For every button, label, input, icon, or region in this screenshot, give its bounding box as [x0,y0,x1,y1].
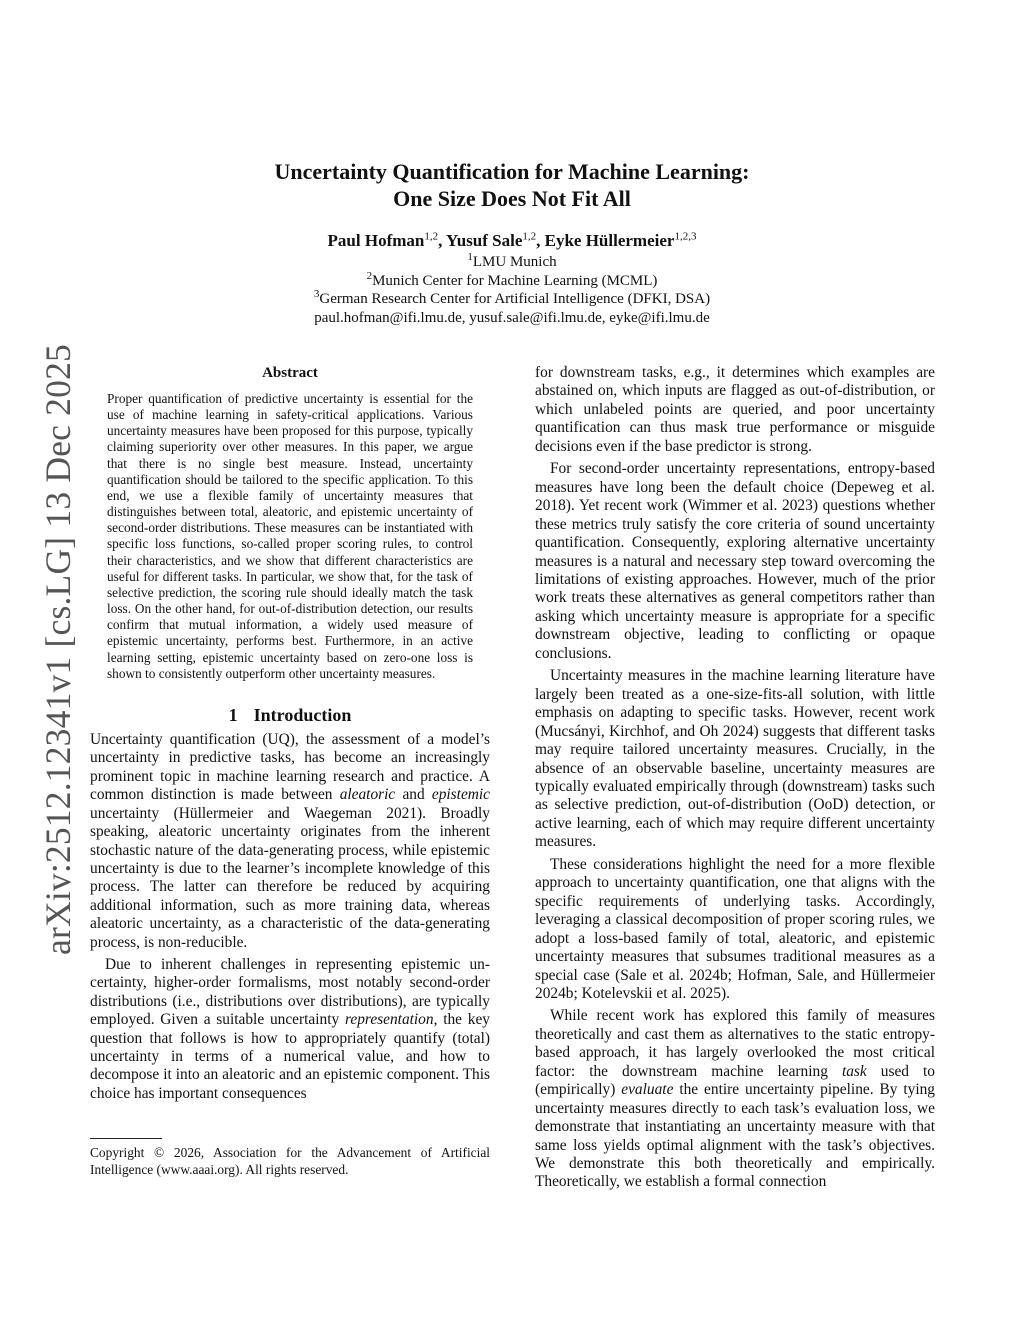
author-name: Yusuf Sale [445,231,523,250]
intro-paragraph-2 [90,956,490,1104]
left-column [90,364,490,1103]
author-list [0,230,1024,252]
emphasis-epistemic: epistemic [431,786,490,804]
text-run: used to (empirically) [535,1062,935,1099]
affiliation-line [0,253,1024,272]
emphasis-representation: representation [344,1011,434,1029]
affiliation-name: Munich Center for Machine Learning (MCML) [372,272,658,289]
arxiv-identifier: arXiv:2512.12341v1 [cs.LG] 13 Dec 2025 [38,344,78,955]
intro-paragraph-4: Uncertainty measures in the machine learning literature have largely been treated as a one-size-fits-all solution, with little emphasis on adapting to specific tasks. However, recent work (Mucsányi, Kirchhof, and Oh 2024) suggests that different tasks may require tailored uncertainty measures. Crucially, in the absence of an observable baseline, uncertainty measures are typically evaluated empirically through (downstream) tasks such as selective prediction, out-of-distribution (OoD) detection, or active learning, each of which may require different uncertainty measures. [535,667,935,851]
text-run: Uncertainty quantification (UQ), the assessment of a model’s uncertainty in predictive tasks, has become an increasingly prominent topic in machine learning research and practice. A common distinction is made between [90,730,490,804]
affiliation-marker: 1 [467,251,473,263]
affiliation-list [0,253,1024,327]
affiliation-marker: 2 [366,269,373,282]
footnote-rule [90,1138,162,1139]
paper-title-line-1: Uncertainty Quantification for Machine Learning: [274,159,750,184]
abstract-heading: Abstract [262,365,318,381]
text-run: uncertainty (Hüllermeier and Waegeman 2021). Broadly speaking, aleatoric uncertainty originates from the inherent stochastic nature of the data-generating process, while epistemic uncertainty is due to the learner’s incomplete knowledge of this process. The latter can therefore be reduced by acquiring additional information, such as more training data, whereas aleatoric uncertainty, as a characteristic of the data-generating process, is non-reducible. [90,804,490,951]
affiliation-line [0,269,1024,291]
section-number: 1 [228,704,238,725]
author-affiliation-marker: 1,2 [424,230,439,243]
abstract-text: Proper quantification of predictive uncertainty is essential for the use of machine learning in safety-critical applications. Various uncertainty measures have been proposed for this purpose, typically claiming superiority over other measures. In this paper, we argue that there is no single best measure. Instead, uncertainty quantification should be tailored to the specific application. To this end, we use a flexible family of uncertainty measures that distinguishes between total, aleatoric, and epistemic uncertainty of second-order distributions. These measures can be instantiated with specific loss functions, so-called proper scoring rules, to control their characteristics, and we show that different characteristics are useful for different tasks. In particular, we show that, for the task of selective prediction, the scoring rule should ideally match the task loss. On the other hand, for out-of-distribution detection, our results confirm that mutual information, a widely used measure of epistemic uncertainty, performs best. Furthermore, in an active learning setting, epistemic uncertainty based on zero-one loss is shown to consistently outperform other uncertainty measures. [107,391,473,681]
copyright-text: Copyright © 2026, Association for the Advancement of Artificial Intelligence (www.aaai.org). All rights reserved. [90,1145,490,1177]
emphasis-aleatoric: aleatoric [339,786,396,804]
affiliation-name: German Research Center for Artificial Intelligence (DFKI, DSA) [319,291,711,307]
copyright-footnote [90,1138,490,1178]
text-run: the entire uncertainty pipeline. By tying uncertainty measures directly to each task’s evaluation loss, we demonstrate that instantiating an uncertainty measure with that same loss yields optimal alignment with the task’s objectives. We demonstrate this both theoretically and empirically. Theoretically, we establish a formal connection [535,1081,935,1191]
affiliation-name: LMU Munich [472,254,557,270]
emphasis-evaluate: evaluate [621,1081,674,1099]
author-name: Eyke Hüllermeier [544,231,675,250]
author-affiliation-marker: 1,2,3 [674,230,697,243]
text-run: Due to inherent challenges in representing epistemic uncertainty, higher-order formalisms, most notably second-order distributions (i.e., distributions over distributions), are typically employed. Given a suitable uncertainty [90,955,490,1029]
right-column [535,364,935,1192]
text-run: , the key question that follows is how to appropriately quantify (total) uncertainty in terms of a numerical value, and how to decompose it into an aleatoric and an epistemic component. This choice has important consequences [90,1011,490,1102]
emphasis-task: task [841,1062,867,1080]
author-emails: paul.hofman@ifi.lmu.de, yusuf.sale@ifi.lmu.de, eyke@ifi.lmu.de [314,309,710,326]
affiliation-line [0,290,1024,309]
intro-paragraph-1 [90,731,490,952]
author-name: Paul Hofman [327,231,425,250]
author-separator: , [536,231,545,250]
author-separator: , [438,231,446,250]
affiliation-marker: 3 [313,288,320,300]
intro-paragraph-5: These considerations highlight the need for a more flexible approach to uncertainty quantification, one that aligns with the specific requirements of underlying tasks. Accordingly, leveraging a classical decomposition of proper scoring rules, we adopt a loss-based family of total, aleatoric, and epistemic uncertainty measures that subsumes traditional measures as a special case (Sale et al. 2024b; Hofman, Sale, and Hüllermeier 2024b; Kotelevskii et al. 2025). [535,855,935,1002]
intro-paragraph-2-continued: for downstream tasks, e.g., it determines which examples are abstained on, which inputs are flagged as out-of-distribution, or which unlabeled points are queried, and poor uncertainty quantification can thus mask true performance or misguide decisions even if the base predictor is strong. [535,364,935,455]
section-heading-introduction [90,704,490,726]
paper-title-line-2: One Size Does Not Fit All [393,186,631,211]
paper-header [0,158,1024,327]
text-run: and [395,786,432,804]
intro-paragraph-6 [535,1007,935,1192]
author-affiliation-marker: 1,2 [522,230,537,243]
intro-paragraph-3: For second-order uncertainty representations, entropy-based measures have long been the default choice (Depeweg et al. 2018). Yet recent work (Wimmer et al. 2023) questions whether these metrics truly satisfy the core criteria of sound uncertainty quantification. Consequently, exploring alternative uncertainty measures is a natural and necessary step toward overcoming the limitations of existing approaches. However, much of the prior work treats these alternatives as general competitors rather than asking which uncertainty measure is appropriate for a specific downstream objective, leading to conflicting or opaque conclusions. [535,460,935,662]
section-title: Introduction [253,704,352,725]
text-run: While recent work has explored this family of measures theoretically and cast them as alternatives to the static entropy-based approach, it has largely overlooked the most critical factor: the downstream machine learning [535,1007,935,1080]
